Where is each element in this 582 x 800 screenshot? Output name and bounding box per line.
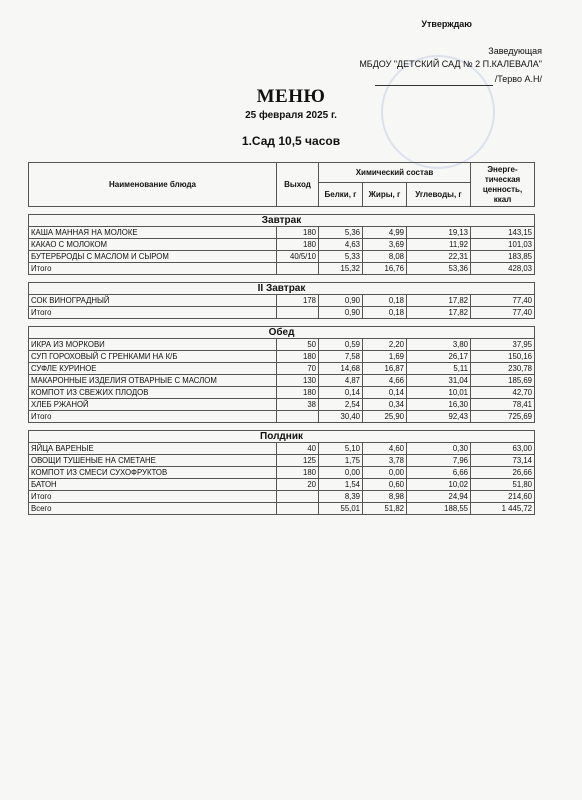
dish-energy: 183,85 (471, 251, 535, 263)
header-fat: Жиры, г (363, 183, 407, 207)
dish-fat: 16,87 (363, 363, 407, 375)
dish-fat: 0,00 (363, 467, 407, 479)
header-energy-line: ккал (493, 194, 512, 204)
dish-output (277, 503, 319, 515)
dish-output (277, 411, 319, 423)
dish-name: Всего (29, 503, 277, 515)
dish-protein: 2,54 (319, 399, 363, 411)
menu-body (29, 207, 535, 515)
header-chem: Химический состав (319, 163, 471, 183)
title-block (0, 86, 582, 148)
dish-carbs: 17,82 (407, 295, 471, 307)
dish-name: СУП ГОРОХОВЫЙ С ГРЕНКАМИ НА К/Б (29, 351, 277, 363)
dish-energy: 725,69 (471, 411, 535, 423)
dish-fat: 3,69 (363, 239, 407, 251)
table-row (29, 227, 535, 239)
dish-output: 38 (277, 399, 319, 411)
dish-fat: 51,82 (363, 503, 407, 515)
dish-carbs: 17,82 (407, 307, 471, 319)
dish-protein: 1,75 (319, 455, 363, 467)
org-label: МБДОУ "ДЕТСКИЙ САД № 2 П.КАЛЕВАЛА" (359, 59, 542, 69)
spacer-row (29, 423, 535, 431)
dish-energy: 230,78 (471, 363, 535, 375)
dish-fat: 4,66 (363, 375, 407, 387)
dish-carbs: 19,13 (407, 227, 471, 239)
dish-protein: 4,63 (319, 239, 363, 251)
dish-fat: 0,60 (363, 479, 407, 491)
dish-carbs: 10,01 (407, 387, 471, 399)
dish-energy: 51,80 (471, 479, 535, 491)
header-output: Выход (277, 163, 319, 207)
spacer-row (29, 319, 535, 327)
section-header-row (29, 215, 535, 227)
table-row (29, 375, 535, 387)
total-row (29, 263, 535, 275)
dish-output: 40/5/10 (277, 251, 319, 263)
dish-energy: 78,41 (471, 399, 535, 411)
dish-carbs: 92,43 (407, 411, 471, 423)
dish-carbs: 31,04 (407, 375, 471, 387)
dish-name: КАКАО С МОЛОКОМ (29, 239, 277, 251)
dish-protein: 55,01 (319, 503, 363, 515)
table-row (29, 339, 535, 351)
table-row (29, 251, 535, 263)
page-title: МЕНЮ (256, 86, 326, 107)
dish-protein: 8,39 (319, 491, 363, 503)
section-title: Полдник (29, 431, 535, 443)
approve-label: Утверждаю (421, 19, 472, 29)
dish-output: 20 (277, 479, 319, 491)
section-title: Обед (29, 327, 535, 339)
header-carbs: Углеводы, г (407, 183, 471, 207)
signature-line (359, 73, 542, 86)
total-row (29, 307, 535, 319)
dish-fat: 25,90 (363, 411, 407, 423)
section-header-row (29, 431, 535, 443)
dish-energy: 185,69 (471, 375, 535, 387)
dish-fat: 4,60 (363, 443, 407, 455)
dish-name: БАТОН (29, 479, 277, 491)
dish-name: ЯЙЦА ВАРЕНЫЕ (29, 443, 277, 455)
dish-name: КАША МАННАЯ НА МОЛОКЕ (29, 227, 277, 239)
dish-name: СОК ВИНОГРАДНЫЙ (29, 295, 277, 307)
dish-carbs: 0,30 (407, 443, 471, 455)
dish-output (277, 491, 319, 503)
dish-output: 180 (277, 227, 319, 239)
dish-protein: 0,14 (319, 387, 363, 399)
table-row (29, 387, 535, 399)
dish-fat: 3,78 (363, 455, 407, 467)
dish-name: БУТЕРБРОДЫ С МАСЛОМ И СЫРОМ (29, 251, 277, 263)
signer-name: /Терво А.Н/ (494, 74, 542, 84)
dish-protein: 14,68 (319, 363, 363, 375)
dish-carbs: 188,55 (407, 503, 471, 515)
dish-output: 180 (277, 387, 319, 399)
dish-output: 180 (277, 467, 319, 479)
section-title: II Завтрак (29, 283, 535, 295)
spacer-row (29, 207, 535, 215)
dish-fat: 0,18 (363, 307, 407, 319)
dish-energy: 1 445,72 (471, 503, 535, 515)
spacer-cell (29, 207, 535, 215)
dish-carbs: 3,80 (407, 339, 471, 351)
dish-name: МАКАРОННЫЕ ИЗДЕЛИЯ ОТВАРНЫЕ С МАСЛОМ (29, 375, 277, 387)
dish-fat: 8,98 (363, 491, 407, 503)
dish-protein: 0,00 (319, 467, 363, 479)
spacer-cell (29, 275, 535, 283)
dish-name: СУФЛЕ КУРИНОЕ (29, 363, 277, 375)
dish-output: 180 (277, 239, 319, 251)
table-row (29, 351, 535, 363)
total-row (29, 411, 535, 423)
dish-output: 180 (277, 351, 319, 363)
dish-carbs: 5,11 (407, 363, 471, 375)
dish-output: 70 (277, 363, 319, 375)
header-dish: Наименование блюда (29, 163, 277, 207)
dish-protein: 30,40 (319, 411, 363, 423)
dish-output: 125 (277, 455, 319, 467)
total-row (29, 491, 535, 503)
menu-table (28, 162, 535, 515)
header-energy-line: Энерге- (487, 164, 518, 174)
dish-energy: 77,40 (471, 295, 535, 307)
dish-protein: 15,32 (319, 263, 363, 275)
dish-protein: 5,36 (319, 227, 363, 239)
dish-energy: 77,40 (471, 307, 535, 319)
dish-energy: 101,03 (471, 239, 535, 251)
dish-output: 40 (277, 443, 319, 455)
section-header-row (29, 283, 535, 295)
dish-carbs: 22,31 (407, 251, 471, 263)
header-energy (471, 163, 535, 207)
dish-energy: 42,70 (471, 387, 535, 399)
table-row (29, 443, 535, 455)
dish-energy: 150,16 (471, 351, 535, 363)
dish-name: Итого (29, 491, 277, 503)
dish-carbs: 6,66 (407, 467, 471, 479)
dish-name: ОВОЩИ ТУШЕНЫЕ НА СМЕТАНЕ (29, 455, 277, 467)
header-energy-line: тическая (484, 174, 521, 184)
dish-fat: 0,34 (363, 399, 407, 411)
dish-name: КОМПОТ ИЗ СВЕЖИХ ПЛОДОВ (29, 387, 277, 399)
dish-energy: 143,15 (471, 227, 535, 239)
table-row (29, 239, 535, 251)
spacer-cell (29, 319, 535, 327)
table-row (29, 399, 535, 411)
header-protein: Белки, г (319, 183, 363, 207)
grand-total-row (29, 503, 535, 515)
section-header-row (29, 327, 535, 339)
dish-name: Итого (29, 411, 277, 423)
spacer-cell (29, 423, 535, 431)
table-row (29, 363, 535, 375)
dish-carbs: 7,96 (407, 455, 471, 467)
position-label: Заведующая (488, 46, 542, 56)
menu-subtitle: 1.Сад 10,5 часов (241, 134, 341, 148)
spacer-row (29, 275, 535, 283)
dish-energy: 37,95 (471, 339, 535, 351)
dish-energy: 214,60 (471, 491, 535, 503)
dish-carbs: 10,02 (407, 479, 471, 491)
dish-carbs: 26,17 (407, 351, 471, 363)
dish-carbs: 24,94 (407, 491, 471, 503)
dish-energy: 428,03 (471, 263, 535, 275)
dish-protein: 0,59 (319, 339, 363, 351)
table-row (29, 467, 535, 479)
dish-output (277, 263, 319, 275)
dish-fat: 2,20 (363, 339, 407, 351)
dish-protein: 4,87 (319, 375, 363, 387)
dish-protein: 0,90 (319, 295, 363, 307)
dish-output (277, 307, 319, 319)
menu-date: 25 февраля 2025 г. (245, 110, 337, 121)
dish-protein: 5,33 (319, 251, 363, 263)
dish-protein: 7,58 (319, 351, 363, 363)
dish-fat: 8,08 (363, 251, 407, 263)
table-row (29, 295, 535, 307)
dish-fat: 16,76 (363, 263, 407, 275)
dish-protein: 5,10 (319, 443, 363, 455)
dish-output: 50 (277, 339, 319, 351)
dish-protein: 1,54 (319, 479, 363, 491)
table-row (29, 479, 535, 491)
dish-energy: 26,66 (471, 467, 535, 479)
section-title: Завтрак (29, 215, 535, 227)
dish-name: ИКРА ИЗ МОРКОВИ (29, 339, 277, 351)
dish-protein: 0,90 (319, 307, 363, 319)
dish-output: 130 (277, 375, 319, 387)
approval-block (359, 18, 542, 86)
dish-fat: 4,99 (363, 227, 407, 239)
dish-name: Итого (29, 307, 277, 319)
dish-carbs: 53,36 (407, 263, 471, 275)
dish-fat: 0,14 (363, 387, 407, 399)
header-energy-line: ценность, (482, 184, 523, 194)
dish-name: ХЛЕБ РЖАНОЙ (29, 399, 277, 411)
dish-fat: 1,69 (363, 351, 407, 363)
dish-carbs: 11,92 (407, 239, 471, 251)
dish-output: 178 (277, 295, 319, 307)
dish-energy: 73,14 (471, 455, 535, 467)
dish-name: КОМПОТ ИЗ СМЕСИ СУХОФРУКТОВ (29, 467, 277, 479)
dish-carbs: 16,30 (407, 399, 471, 411)
table-row (29, 455, 535, 467)
dish-energy: 63,00 (471, 443, 535, 455)
dish-fat: 0,18 (363, 295, 407, 307)
dish-name: Итого (29, 263, 277, 275)
